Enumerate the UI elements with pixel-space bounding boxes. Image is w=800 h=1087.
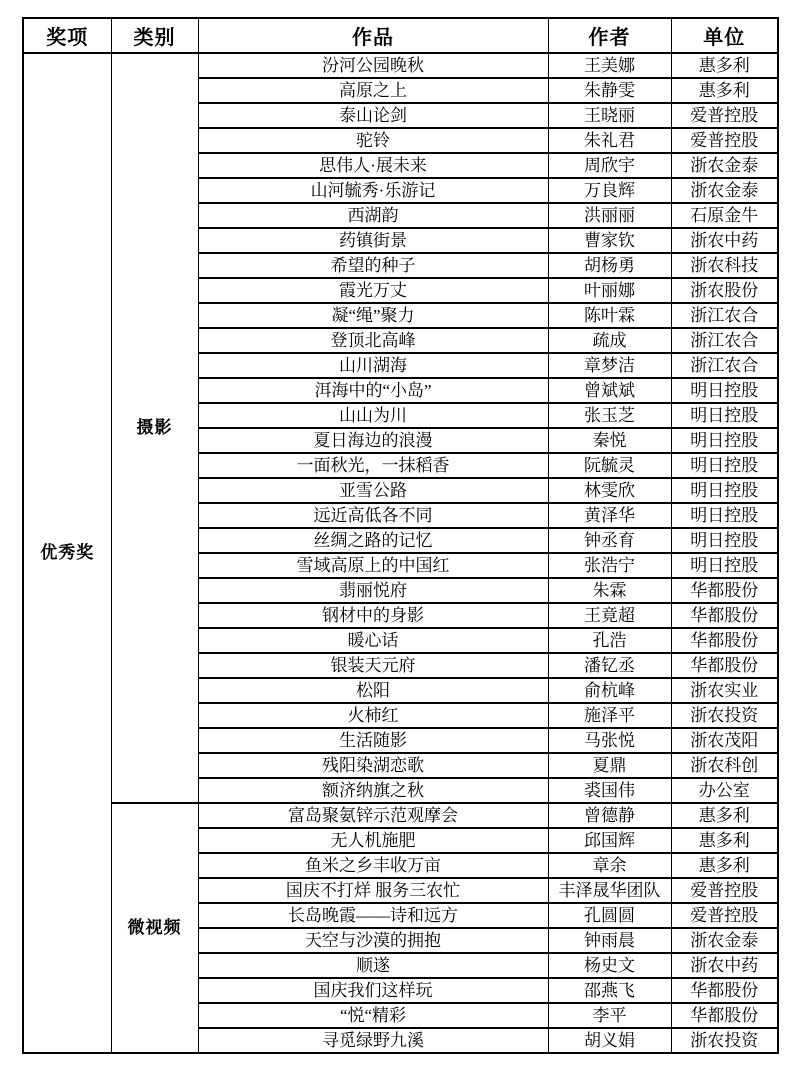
work-cell: 国庆不打烊 服务三农忙 xyxy=(198,878,548,903)
author-cell: 黄泽华 xyxy=(548,503,671,528)
unit-cell: 华都股份 xyxy=(671,978,778,1003)
work-cell: 雪域高原上的中国红 xyxy=(198,553,548,578)
category-cell: 摄影 xyxy=(111,53,198,803)
header-row xyxy=(23,18,778,53)
author-cell: 潘钇丞 xyxy=(548,653,671,678)
author-cell: 张玉芝 xyxy=(548,403,671,428)
unit-cell: 石原金牛 xyxy=(671,203,778,228)
author-cell: 疏成 xyxy=(548,328,671,353)
table-body xyxy=(23,53,778,1053)
work-cell: 一面秋光，一抹稻香 xyxy=(198,453,548,478)
work-cell: 高原之上 xyxy=(198,78,548,103)
author-cell: 丰泽晟华团队 xyxy=(548,878,671,903)
work-cell: 火柿红 xyxy=(198,703,548,728)
unit-cell: 浙农中药 xyxy=(671,953,778,978)
awards-table xyxy=(22,17,779,1054)
unit-cell: 华都股份 xyxy=(671,628,778,653)
unit-cell: 华都股份 xyxy=(671,1003,778,1028)
unit-cell: 惠多利 xyxy=(671,803,778,828)
column-header-category: 类别 xyxy=(111,18,198,53)
work-cell: 汾河公园晚秋 xyxy=(198,53,548,78)
author-cell: 李平 xyxy=(548,1003,671,1028)
work-cell: 驼铃 xyxy=(198,128,548,153)
author-cell: 阮毓灵 xyxy=(548,453,671,478)
unit-cell: 爱普控股 xyxy=(671,903,778,928)
work-cell: 泰山论剑 xyxy=(198,103,548,128)
author-cell: 朱静雯 xyxy=(548,78,671,103)
work-cell: 夏日海边的浪漫 xyxy=(198,428,548,453)
unit-cell: 明日控股 xyxy=(671,478,778,503)
work-cell: 天空与沙漠的拥抱 xyxy=(198,928,548,953)
column-header-work: 作品 xyxy=(198,18,548,53)
unit-cell: 明日控股 xyxy=(671,378,778,403)
unit-cell: 爱普控股 xyxy=(671,128,778,153)
author-cell: 朱霖 xyxy=(548,578,671,603)
column-header-award: 奖项 xyxy=(23,18,111,53)
unit-cell: 惠多利 xyxy=(671,828,778,853)
work-cell: 生活随影 xyxy=(198,728,548,753)
author-cell: 俞杭峰 xyxy=(548,678,671,703)
work-cell: 暖心话 xyxy=(198,628,548,653)
unit-cell: 华都股份 xyxy=(671,578,778,603)
author-cell: 杨史文 xyxy=(548,953,671,978)
unit-cell: 明日控股 xyxy=(671,528,778,553)
unit-cell: 浙农投资 xyxy=(671,703,778,728)
author-cell: 孔圆圆 xyxy=(548,903,671,928)
work-cell: 无人机施肥 xyxy=(198,828,548,853)
unit-cell: 浙农科创 xyxy=(671,753,778,778)
work-cell: 亚雪公路 xyxy=(198,478,548,503)
work-cell: 松阳 xyxy=(198,678,548,703)
unit-cell: 浙农实业 xyxy=(671,678,778,703)
work-cell: 翡丽悦府 xyxy=(198,578,548,603)
work-cell: 登顶北高峰 xyxy=(198,328,548,353)
author-cell: 曹家钦 xyxy=(548,228,671,253)
unit-cell: 爱普控股 xyxy=(671,878,778,903)
work-cell: 药镇街景 xyxy=(198,228,548,253)
unit-cell: 办公室 xyxy=(671,778,778,803)
author-cell: 胡杨勇 xyxy=(548,253,671,278)
author-cell: 马张悦 xyxy=(548,728,671,753)
award-cell: 优秀奖 xyxy=(23,53,111,1053)
unit-cell: 浙农中药 xyxy=(671,228,778,253)
unit-cell: 惠多利 xyxy=(671,78,778,103)
author-cell: 王美娜 xyxy=(548,53,671,78)
work-cell: 山川湖海 xyxy=(198,353,548,378)
work-cell: 西湖韵 xyxy=(198,203,548,228)
author-cell: 陈叶霖 xyxy=(548,303,671,328)
work-cell: 丝绸之路的记忆 xyxy=(198,528,548,553)
work-cell: “悦“精彩 xyxy=(198,1003,548,1028)
author-cell: 洪丽丽 xyxy=(548,203,671,228)
work-cell: 远近高低各不同 xyxy=(198,503,548,528)
author-cell: 王晓丽 xyxy=(548,103,671,128)
unit-cell: 浙江农合 xyxy=(671,328,778,353)
work-cell: 山山为川 xyxy=(198,403,548,428)
unit-cell: 浙农茂阳 xyxy=(671,728,778,753)
unit-cell: 浙农投资 xyxy=(671,1028,778,1053)
table-row xyxy=(23,803,778,828)
work-cell: 钢材中的身影 xyxy=(198,603,548,628)
author-cell: 章余 xyxy=(548,853,671,878)
unit-cell: 爱普控股 xyxy=(671,103,778,128)
work-cell: 顺遂 xyxy=(198,953,548,978)
work-cell: 额济纳旗之秋 xyxy=(198,778,548,803)
work-cell: 银装天元府 xyxy=(198,653,548,678)
author-cell: 胡义娟 xyxy=(548,1028,671,1053)
author-cell: 王竟超 xyxy=(548,603,671,628)
author-cell: 叶丽娜 xyxy=(548,278,671,303)
unit-cell: 浙江农合 xyxy=(671,303,778,328)
work-cell: 洱海中的“小岛” xyxy=(198,378,548,403)
work-cell: 国庆我们这样玩 xyxy=(198,978,548,1003)
work-cell: 霞光万丈 xyxy=(198,278,548,303)
unit-cell: 浙农科技 xyxy=(671,253,778,278)
work-cell: 寻觅绿野九溪 xyxy=(198,1028,548,1053)
author-cell: 曾斌斌 xyxy=(548,378,671,403)
unit-cell: 明日控股 xyxy=(671,428,778,453)
work-cell: 鱼米之乡丰收万亩 xyxy=(198,853,548,878)
author-cell: 周欣宇 xyxy=(548,153,671,178)
work-cell: 山河毓秀·乐游记 xyxy=(198,178,548,203)
author-cell: 钟雨晨 xyxy=(548,928,671,953)
unit-cell: 浙农股份 xyxy=(671,278,778,303)
unit-cell: 明日控股 xyxy=(671,403,778,428)
work-cell: 思伟人·展未来 xyxy=(198,153,548,178)
unit-cell: 明日控股 xyxy=(671,553,778,578)
author-cell: 邱国辉 xyxy=(548,828,671,853)
author-cell: 施泽平 xyxy=(548,703,671,728)
author-cell: 张浩宁 xyxy=(548,553,671,578)
unit-cell: 华都股份 xyxy=(671,603,778,628)
work-cell: 长岛晚霞——诗和远方 xyxy=(198,903,548,928)
author-cell: 曾德静 xyxy=(548,803,671,828)
author-cell: 邵燕飞 xyxy=(548,978,671,1003)
unit-cell: 浙农金泰 xyxy=(671,178,778,203)
category-cell: 微视频 xyxy=(111,803,198,1053)
unit-cell: 明日控股 xyxy=(671,503,778,528)
author-cell: 夏鼎 xyxy=(548,753,671,778)
unit-cell: 惠多利 xyxy=(671,53,778,78)
column-header-author: 作者 xyxy=(548,18,671,53)
unit-cell: 浙江农合 xyxy=(671,353,778,378)
work-cell: 残阳染湖恋歌 xyxy=(198,753,548,778)
author-cell: 万良辉 xyxy=(548,178,671,203)
unit-cell: 明日控股 xyxy=(671,453,778,478)
unit-cell: 惠多利 xyxy=(671,853,778,878)
unit-cell: 浙农金泰 xyxy=(671,153,778,178)
author-cell: 孔浩 xyxy=(548,628,671,653)
author-cell: 朱礼君 xyxy=(548,128,671,153)
work-cell: 凝“绳”聚力 xyxy=(198,303,548,328)
unit-cell: 华都股份 xyxy=(671,653,778,678)
column-header-unit: 单位 xyxy=(671,18,778,53)
author-cell: 章梦洁 xyxy=(548,353,671,378)
work-cell: 希望的种子 xyxy=(198,253,548,278)
author-cell: 裘国伟 xyxy=(548,778,671,803)
author-cell: 秦悦 xyxy=(548,428,671,453)
unit-cell: 浙农金泰 xyxy=(671,928,778,953)
author-cell: 林雯欣 xyxy=(548,478,671,503)
work-cell: 富岛聚氨锌示范观摩会 xyxy=(198,803,548,828)
author-cell: 钟丞育 xyxy=(548,528,671,553)
table-row xyxy=(23,53,778,78)
